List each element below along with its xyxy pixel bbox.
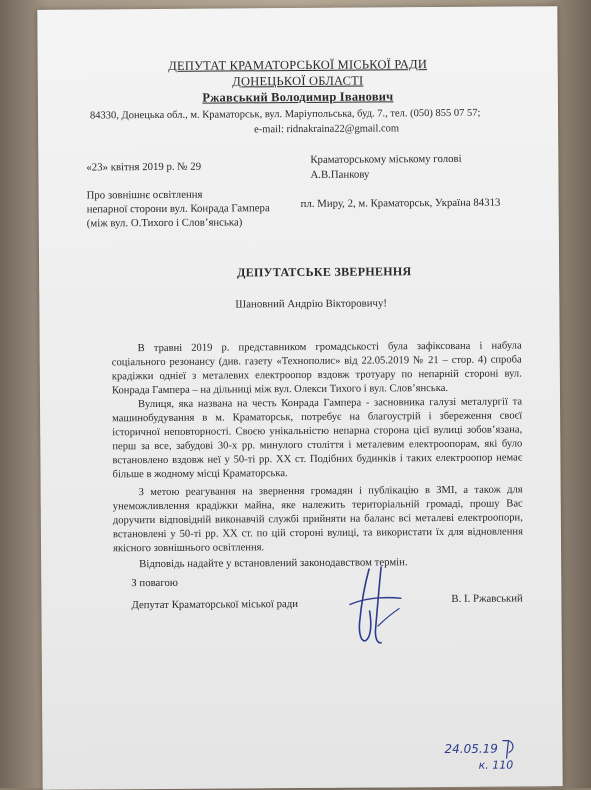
body-line: Вулиця, яка названа на честь Конрада Гампера - засновника галузі металургії та — [138, 396, 523, 411]
body-line: встановлені у 50-ті рр. ХХ ст. по цій стороні вулиці, та використати їх для відновлення — [112, 526, 523, 541]
handwritten-number: к. 110 — [478, 758, 514, 772]
signature-icon — [341, 562, 412, 652]
body-line: унеможливлення крадіжки майна, яке належить територіальній громаді, прошу Вас — [112, 498, 523, 513]
document-page — [37, 6, 562, 790]
salutation: Шановний Андрію Вікторовичу! — [235, 297, 387, 311]
date-reference: «23» квітня 2019 р. № 29 — [86, 160, 202, 174]
reply-request: Відповідь надайте у встановлений законодавством термін. — [139, 556, 408, 571]
closing-position: Депутат Краматорської міської ради — [131, 598, 299, 612]
header-address: 84330, Донецька обл., м. Краматорськ, вул. Маріупольська, буд. 7., тел. (050) 855 07 57; — [89, 107, 481, 122]
subject-line-1: Про зовнішнє освітлення — [86, 188, 203, 202]
body-line: доручити відповідній виконавчій службі прийняти на баланс всі металеві електроопори, — [112, 512, 523, 527]
body-line: машинобудування в м. Краматорськ, потребує на благоустрій і збереження своєї — [112, 410, 523, 425]
body-line: крадіжки одніеї з металевих електроопор вздовж тротуару по непарній стороні вул. — [111, 368, 522, 383]
body-line: якісного зовнішнього освітлення. — [113, 542, 265, 555]
body-line: В травні 2019 р. представником громадськості була зафіксована і набула — [137, 340, 522, 355]
closing-name: В. І. Ржавський — [451, 592, 523, 605]
subject-line-2: непарної сторони вул. Конрада Гампера — [86, 202, 270, 216]
handwritten-mark-icon — [498, 736, 520, 762]
header-line-2: ДОНЕЦЬКОЇ ОБЛАСТІ — [232, 73, 364, 89]
header-email: e-mail: ridnakraina22@gmail.com — [254, 123, 400, 136]
header-line-1: ДЕПУТАТ КРАМАТОРСЬКОЇ МІСЬКОЇ РАДИ — [168, 57, 428, 73]
body-line: соціального резонансу (див. газету «Технополис» від 22.05.2019 № 21 – стор. 4) спроба — [111, 354, 522, 369]
recipient-line-2: А.В.Панкову — [310, 168, 370, 181]
handwritten-date: 24.05.19 — [444, 741, 498, 756]
body-line: Конрада Гампера – на дільниці між вул. Олекси Тихого і вул. Слов’янська. — [111, 382, 449, 397]
body-line: історичної неповторності. Своєю унікальністю непарна сторона цієї вулиці зобов’язана, — [112, 424, 523, 439]
subject-line-3: (між вул. О.Тихого і Слов’янська) — [86, 216, 243, 230]
body-line: більше в жодному місці Краматорська. — [112, 468, 288, 481]
body-line: перш за все, забудові 30-х рр. минулого століття і металевим електроопорам, які було — [112, 438, 523, 453]
closing-regards: З повагою — [131, 576, 179, 590]
recipient-address: пл. Миру, 2, м. Краматорськ, Україна 84313 — [300, 196, 501, 210]
body-line: встановлено вздовж неї у 50-ті рр. ХХ ст. Подібних будинків і таких електроопор немає — [112, 452, 523, 467]
recipient-line-1: Краматорському міському голові — [310, 152, 462, 166]
header-deputy-name: Ржавський Володимир Іванович — [202, 89, 394, 105]
document-title: ДЕПУТАТСЬКЕ ЗВЕРНЕННЯ — [237, 264, 412, 280]
body-line: З метою реагування на звернення громадян і публікацію в ЗМІ, а також для — [138, 484, 523, 499]
